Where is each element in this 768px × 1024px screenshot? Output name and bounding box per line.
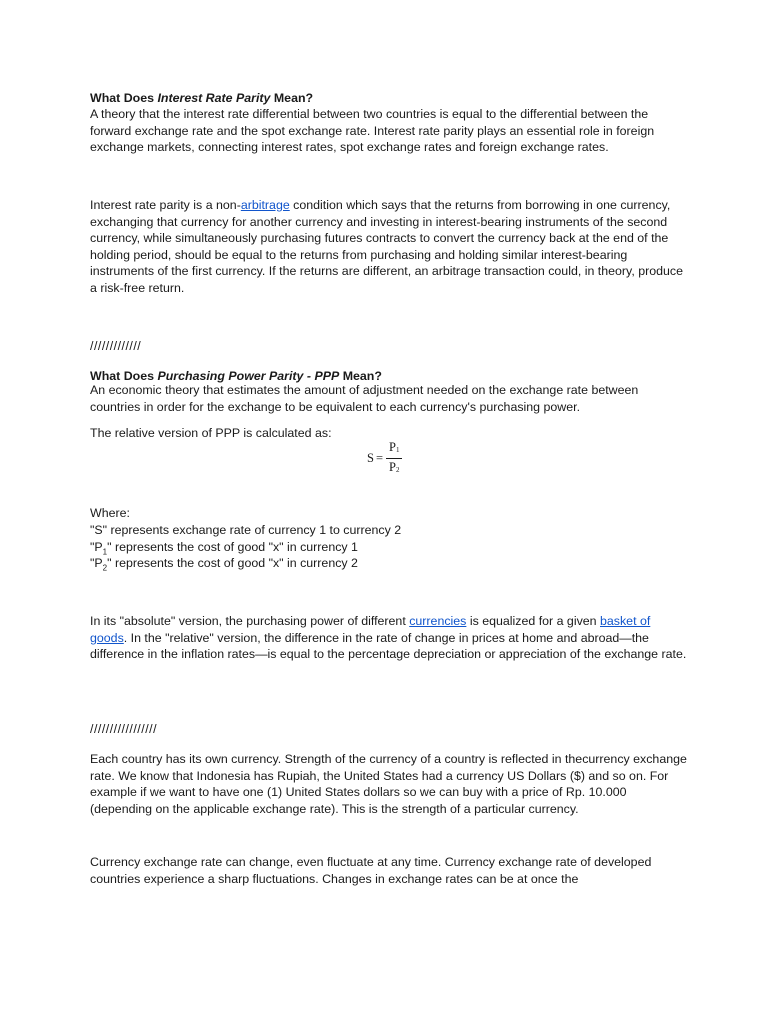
section-separator-2: ///////////////// (90, 722, 158, 736)
irp-explanation-rest: condition which says that the returns from borrowing in one currency, exchanging that currency for another currency and investing in interest-bearing instruments of the second currency, while simultaneously purchasing futures contracts to convert the currency back at the end of the holding period, should be equal to the returns from purchasing and holding similar interest-bearing instruments of the first currency. If the returns are different, an arbitrage transaction could, in theory, produce a risk-free return. (90, 198, 683, 295)
ppp-absolute-relative: In its "absolute" version, the purchasing power of different currencies is equalized for a given basket of goods. In the "relative" version, the difference in the rate of change in prices at home and abroad—the difference in the inflation rates—is equal to the percentage depreciation or appreciation of the exchange rate. (90, 614, 687, 662)
formula-equals: = (375, 451, 384, 466)
irp-explanation-start: Interest rate parity is a non- (90, 198, 241, 212)
ppp-definition: An economic theory that estimates the amount of adjustment needed on the exchange rate between countries in order for the exchange to be equivalent to each currency's purchasing power. (90, 383, 639, 414)
formula-lhs: S (367, 451, 374, 466)
arbitrage-link[interactable]: arbitrage (240, 198, 290, 212)
definition-p1: "$P_1$" represents the cost of good "x" in currency 1 (90, 540, 358, 557)
currencies-link[interactable]: currencies (409, 614, 467, 628)
where-label: Where: (90, 506, 130, 520)
definition-p2: "$P_2$" represents the cost of good "x" in currency 2 (90, 556, 358, 573)
ppp-relative-intro: The relative version of PPP is calculated as: (90, 426, 332, 440)
irp-heading-suffix: Mean? (270, 91, 314, 105)
irp-heading-term: Interest Rate Parity (157, 91, 271, 105)
currency-paragraph-2: Currency exchange rate can change, even fluctuate at any time. Currency exchange rate of developed countries experience a sharp fluctuations. Changes in exchange rates can be at once the (90, 855, 652, 886)
ppp-heading-suffix: Mean? (339, 369, 382, 383)
ppp-heading-term: Purchasing Power Parity - PPP (157, 369, 340, 383)
irp-heading (90, 90, 690, 107)
formula-fraction (386, 440, 402, 477)
definition-s: "S" represents exchange rate of currency 1 to currency 2 (90, 523, 402, 537)
section-separator-1: ///////////// (90, 339, 142, 353)
formula-denominator: $P_2$ (389, 460, 400, 474)
irp-definition: A theory that the interest rate differential between two countries is equal to the differential between the forward exchange rate and the spot exchange rate. Interest rate parity plays an essential role in foreign exchange markets, connecting interest rates, spot exchange rates and foreign exchange rates. (90, 107, 655, 155)
formula-numerator: $P_1$ (386, 440, 402, 459)
ppp-formula (367, 440, 402, 477)
currency-paragraph-1: Each country has its own currency. Strength of the currency of a country is reflected in thecurrency exchange rate. We know that Indonesia has Rupiah, the United States had a currency US Dollars ($) and so on. For example if we want to have one (1) United States dollars so we can buy with a price of Rp. 10.000 (depending on the applicable exchange rate). This is the strength of a particular currency. (90, 752, 687, 816)
ppp-heading-prefix: What Does (90, 369, 158, 383)
basket-of-goods-link[interactable]: basket of goods (90, 614, 651, 645)
irp-heading-prefix: What Does (90, 91, 158, 105)
irp-explanation (90, 197, 690, 297)
